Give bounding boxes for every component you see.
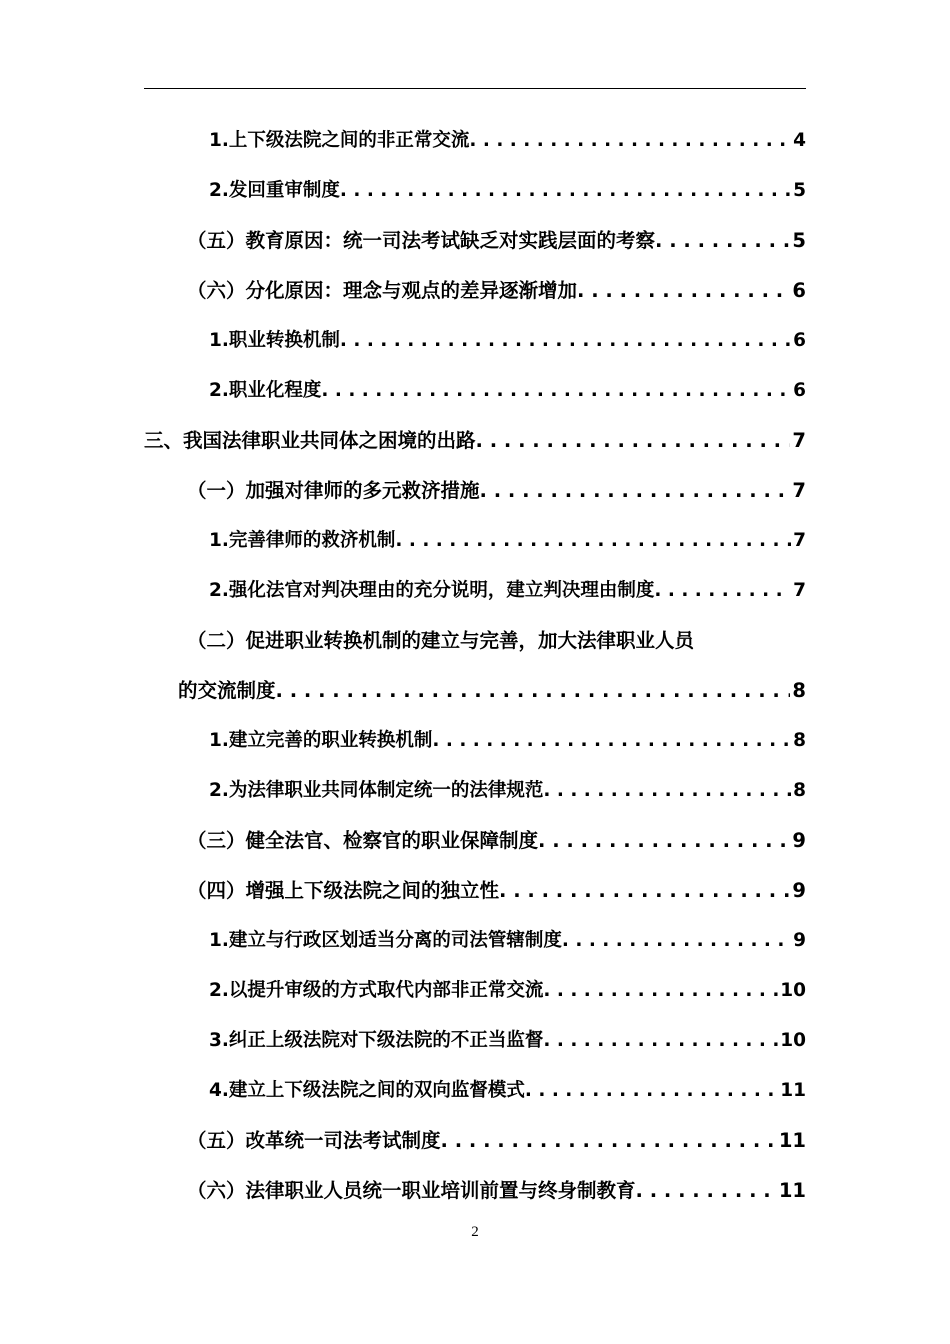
toc-entry[interactable] [0,816,950,866]
toc-entry-page: 9 [792,829,806,852]
toc-entry-title: （六）法律职业人员统一职业培训前置与终身制教育 [187,1179,636,1202]
toc-entry-title: 1.上下级法院之间的非正常交流 [209,130,470,151]
dot-leader [543,966,778,1016]
dot-leader [441,1116,777,1166]
toc-entry[interactable] [0,516,950,566]
dot-leader [538,816,790,866]
toc-entry-title: （一）加强对律师的多元救济措施 [187,479,480,502]
toc-entry-title: 2.以提升审级的方式取代内部非正常交流 [209,980,544,1001]
dot-leader [499,866,790,916]
toc-entry[interactable] [0,566,950,616]
toc-entry-title: （五）教育原因：统一司法考试缺乏对实践层面的考察 [187,229,656,252]
dot-leader [480,466,791,516]
toc-entry-title: 三、我国法律职业共同体之困境的出路 [144,429,476,452]
toc-entry[interactable] [0,216,950,266]
toc-entry-page: 5 [792,229,806,252]
toc-entry-page: 5 [793,180,806,201]
toc-entry[interactable] [0,266,950,316]
dot-leader [654,566,791,616]
toc-entry-page: 11 [780,1080,806,1101]
dot-leader [276,666,791,716]
dot-leader [577,266,790,316]
toc-entry[interactable] [0,316,950,366]
toc-entry-page: 10 [780,1030,806,1051]
toc-entry-page: 6 [792,279,806,302]
toc-entry[interactable] [0,1166,950,1216]
toc-entry-page: 7 [792,429,806,452]
toc-entry[interactable] [0,966,950,1016]
dot-leader [432,716,791,766]
toc-entry[interactable] [0,766,950,816]
toc-entry[interactable] [0,416,950,466]
toc-entry-title: 3.纠正上级法院对下级法院的不正当监督 [209,1030,544,1051]
dot-leader [340,316,791,366]
toc-entry-title: 2.职业化程度 [209,380,322,401]
toc-entry-title: 1.建立完善的职业转换机制 [209,730,433,751]
toc-entry-title: 4.建立上下级法院之间的双向监督模式 [209,1080,525,1101]
toc-entry[interactable] [0,366,950,416]
toc-entry[interactable] [0,666,950,716]
dot-leader [340,166,791,216]
header-rule [144,88,806,89]
toc-entry[interactable] [0,716,950,766]
toc-entry-page: 7 [793,580,806,601]
dot-leader [476,416,791,466]
toc-entry[interactable] [0,866,950,916]
toc-entry-page: 6 [793,330,806,351]
toc-entry-page: 7 [792,479,806,502]
toc-entry-page: 8 [793,730,806,751]
toc-entry[interactable] [0,116,950,166]
toc-entry-page: 10 [780,980,806,1001]
toc-entry-page: 6 [793,380,806,401]
toc-entry-page: 7 [793,530,806,551]
toc-entry-page: 9 [792,879,806,902]
toc-entry[interactable] [0,1016,950,1066]
toc-entry[interactable] [0,616,950,666]
toc-entry-title: 1.完善律师的救济机制 [209,530,396,551]
toc-entry-page: 11 [778,1129,806,1152]
toc-entry-title: 2.发回重审制度 [209,180,340,201]
dot-leader [321,366,791,416]
toc-entry-title: （二）促进职业转换机制的建立与完善，加大法律职业人员 [187,629,695,652]
toc-entry[interactable] [0,1066,950,1116]
toc-entry-title: 1.建立与行政区划适当分离的司法管辖制度 [209,930,562,951]
dot-leader [395,516,791,566]
dot-leader [636,1166,777,1216]
toc-entry-title: 的交流制度 [178,679,276,702]
dot-leader [469,116,791,166]
toc-entry[interactable] [0,916,950,966]
toc-entry-page: 8 [792,679,806,702]
toc-entry[interactable] [0,466,950,516]
toc-entry-title: 2.强化法官对判决理由的充分说明，建立判决理由制度 [209,580,655,601]
toc-entry-page: 4 [793,130,806,151]
toc-entry[interactable] [0,1116,950,1166]
toc-entry-title: 2.为法律职业共同体制定统一的法律规范 [209,780,544,801]
toc-entry-title: （四）增强上下级法院之间的独立性 [187,879,500,902]
toc-entry-title: （五）改革统一司法考试制度 [187,1129,441,1152]
toc-entry-page: 8 [793,780,806,801]
toc-entry-title: （三）健全法官、检察官的职业保障制度 [187,829,539,852]
toc-entry-title: （六）分化原因：理念与观点的差异逐渐增加 [187,279,578,302]
dot-leader [525,1066,778,1116]
dot-leader [562,916,791,966]
dot-leader [543,766,791,816]
dot-leader [543,1016,778,1066]
toc-entry-title: 1.职业转换机制 [209,330,340,351]
toc-entry[interactable] [0,166,950,216]
table-of-contents [0,116,950,1216]
dot-leader [655,216,790,266]
toc-entry-page: 9 [793,930,806,951]
page-number: 2 [471,1224,479,1240]
toc-entry-page: 11 [778,1179,806,1202]
